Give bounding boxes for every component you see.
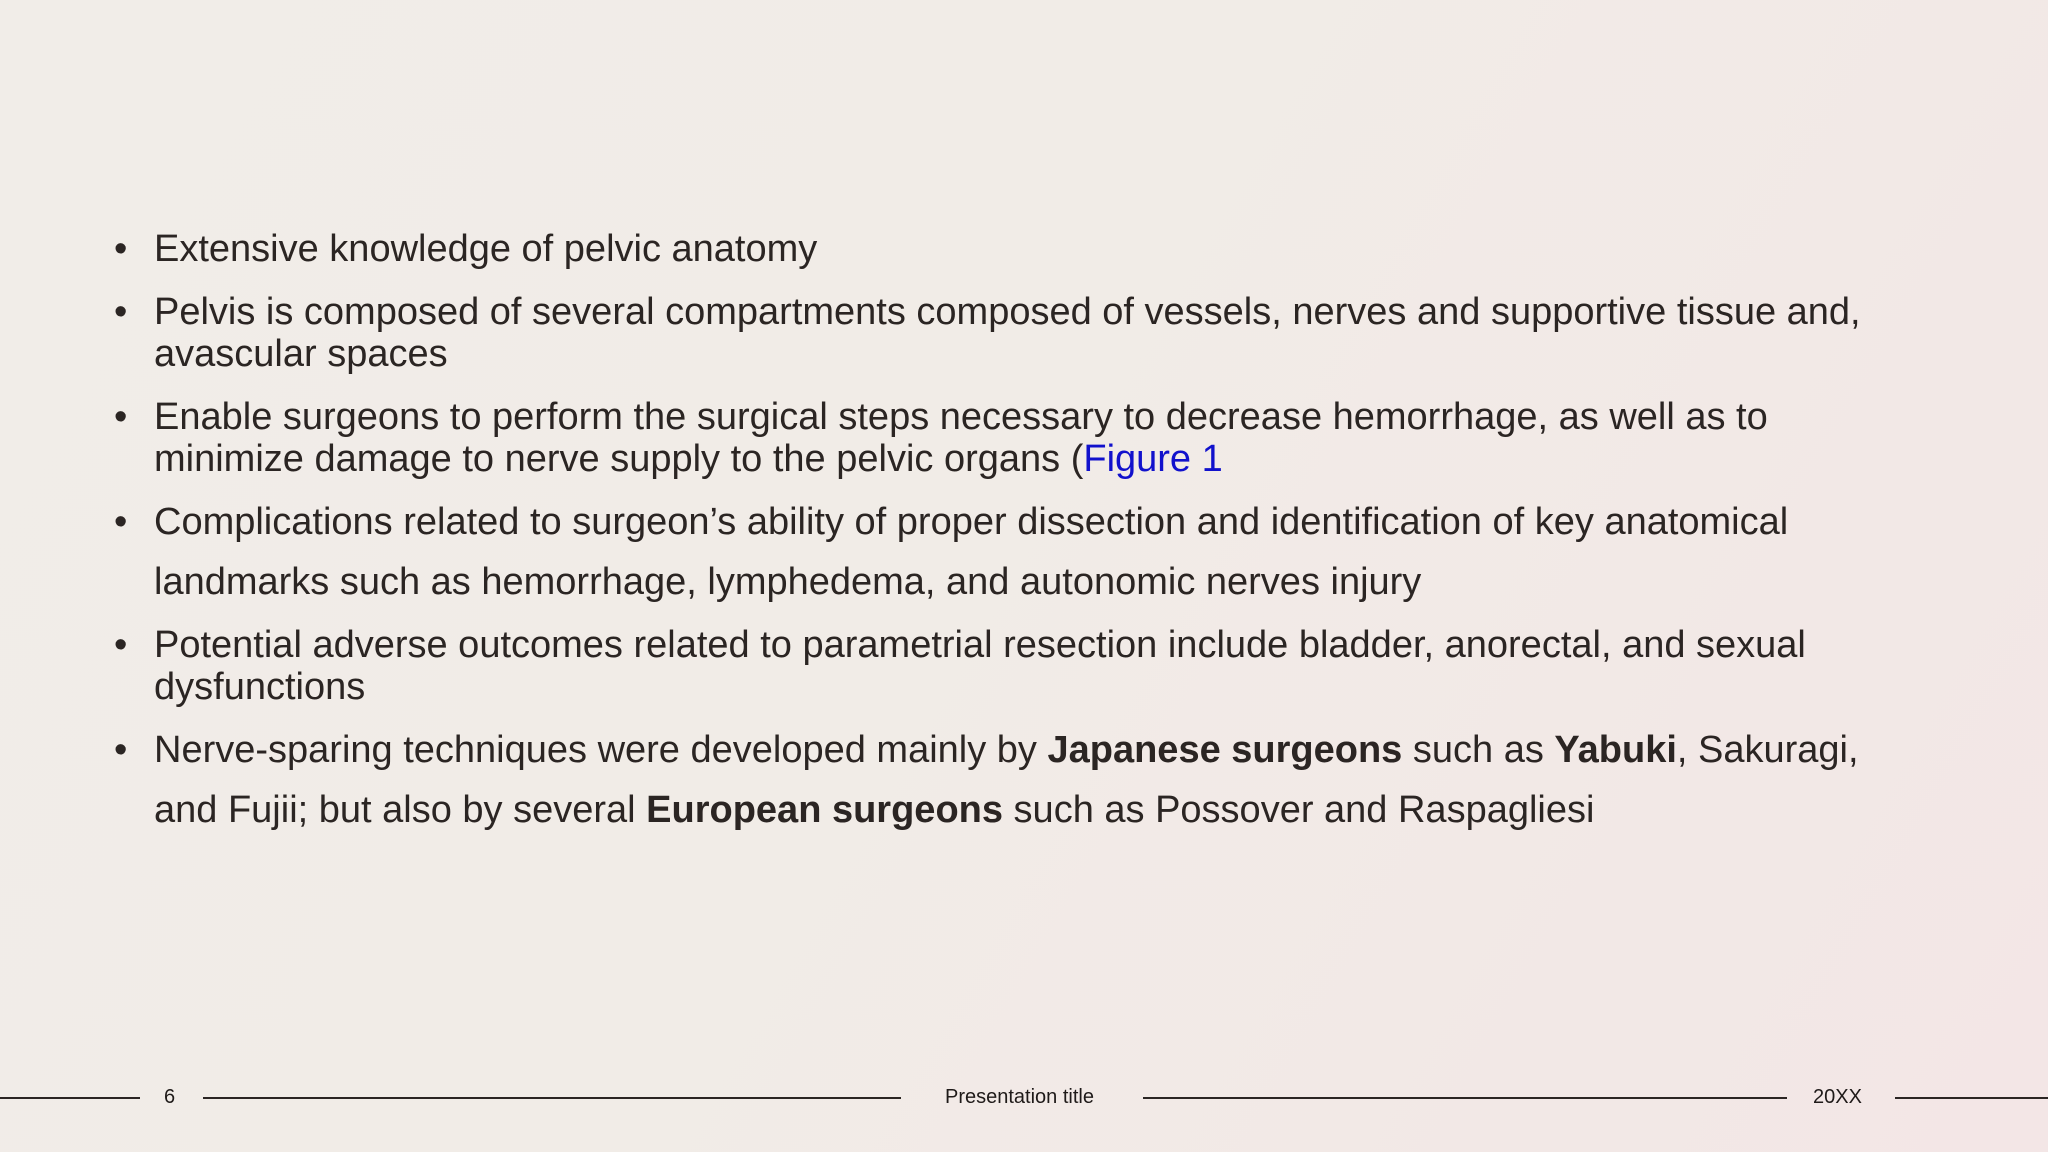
footer-date: 20XX [1813, 1086, 1862, 1108]
figure-link[interactable]: Figure 1 [1083, 438, 1223, 480]
footer-divider [0, 1097, 140, 1099]
bold-text: Yabuki [1554, 729, 1677, 771]
bullet-item [110, 720, 1910, 840]
bold-text: European surgeons [646, 789, 1003, 831]
bullet-text: Enable surgeons to perform the surgical steps necessary to decrease hemorrhage, as well as to minimize damage to nerve supply to the pelvic organs ( [154, 396, 1768, 480]
footer-divider [1895, 1097, 2048, 1099]
bullet-text: Pelvis is composed of several compartments composed of vessels, nerves and supportive tissue and, avascular spaces [154, 291, 1861, 375]
footer-divider [203, 1097, 901, 1099]
bullet-item [110, 228, 1910, 270]
bullet-text: Potential adverse outcomes related to parametrial resection include bladder, anorectal, and sexual dysfunctions [154, 624, 1806, 708]
bullet-item [110, 492, 1910, 612]
bullet-text: such as [1402, 729, 1555, 771]
bullet-item [110, 624, 1910, 708]
bullet-text: Nerve-sparing techniques were developed mainly by [154, 729, 1048, 771]
footer-divider [1143, 1097, 1787, 1099]
bold-text: Japanese surgeons [1047, 729, 1403, 771]
bullet-list [110, 228, 1910, 852]
bullet-text: Extensive knowledge of pelvic anatomy [154, 228, 818, 270]
bullet-item [110, 396, 1910, 480]
slide-number: 6 [164, 1086, 176, 1108]
footer-title: Presentation title [945, 1086, 1094, 1108]
bullet-text: Complications related to surgeon’s ability of proper dissection and identification of key anatomical landmarks such as hemorrhage, lymphedema, and autonomic nerves injury [154, 501, 1789, 603]
bullet-text: such as Possover and Raspagliesi [1003, 789, 1595, 831]
bullet-item [110, 291, 1910, 375]
bullet-text: , Sakuragi, and Fujii; but also by several [154, 729, 1859, 831]
